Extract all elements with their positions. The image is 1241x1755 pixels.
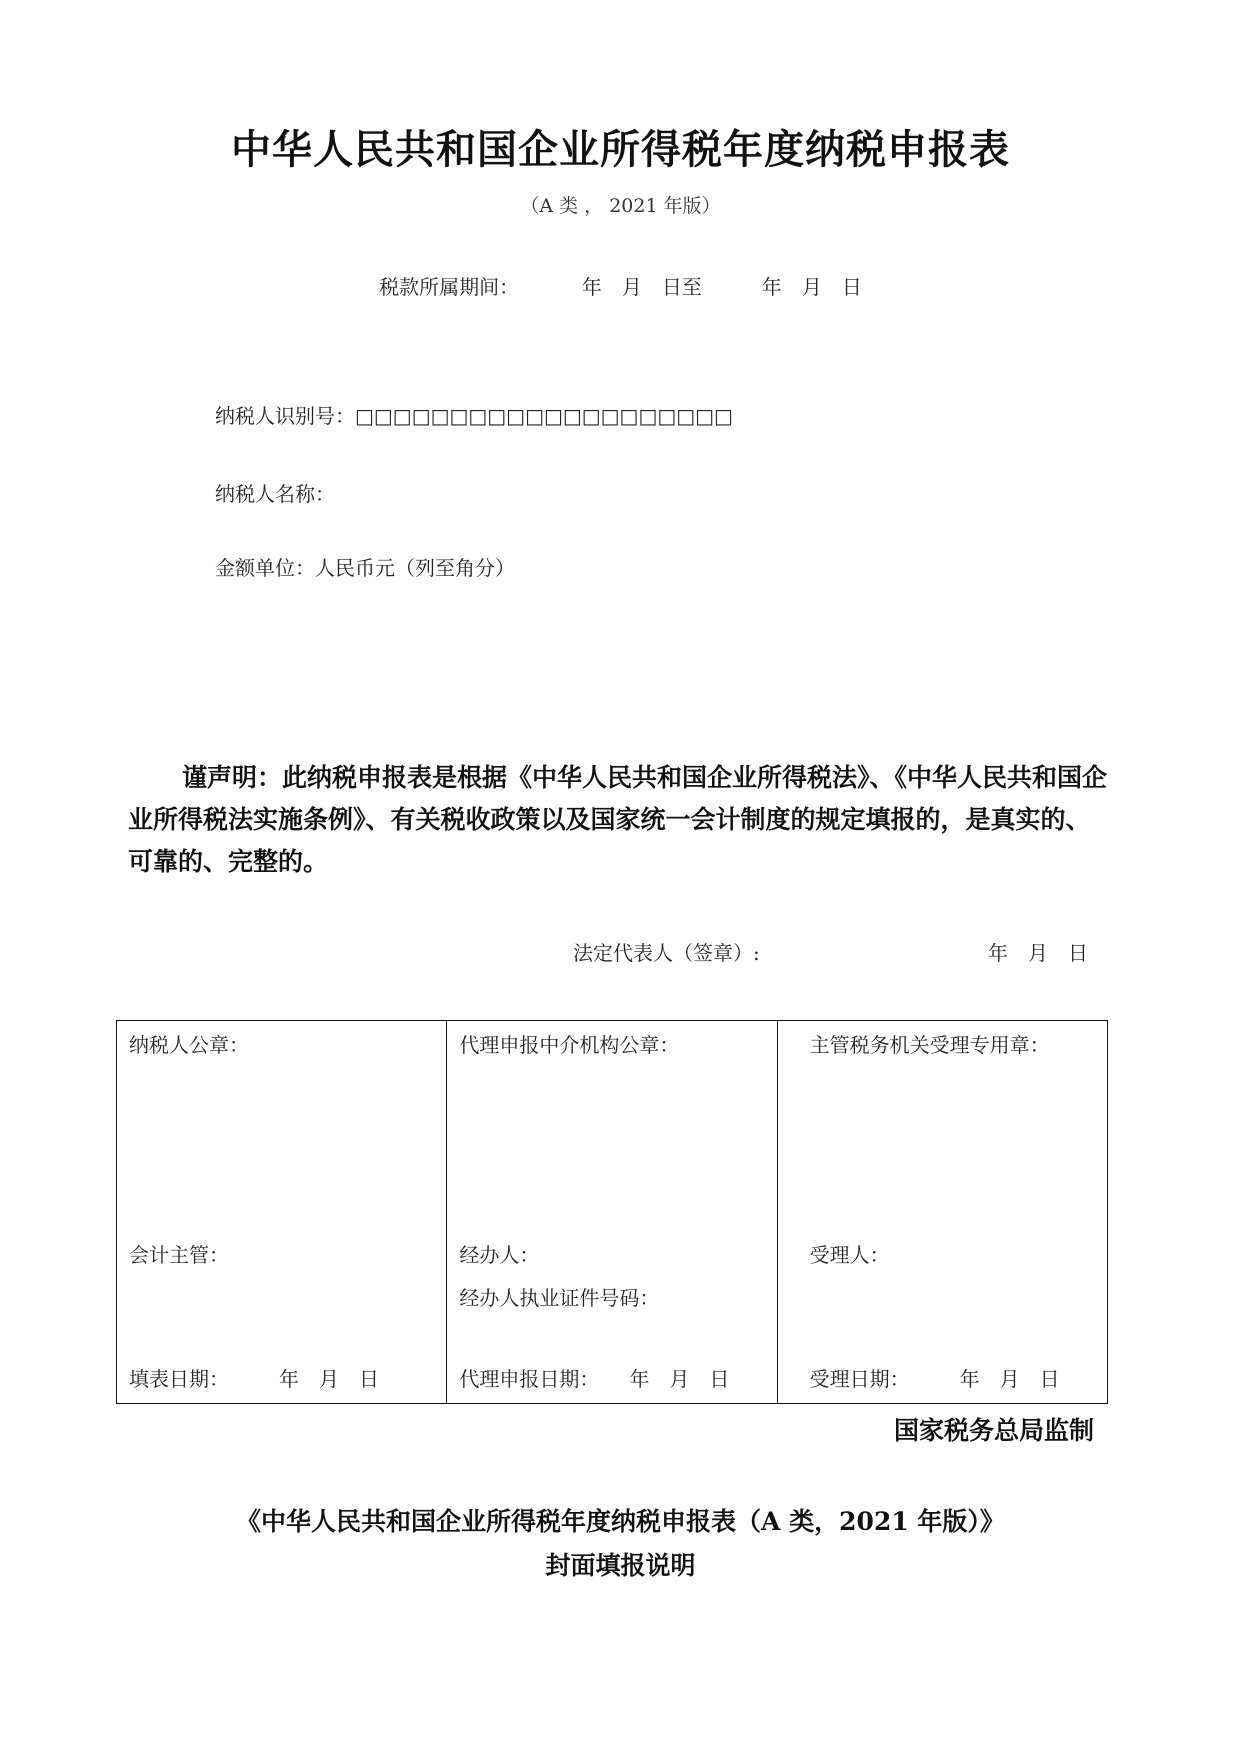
tax-period: [0, 271, 1241, 300]
declaration-text: 谨声明：此纳税申报表是根据《中华人民共和国企业所得税法》、《中华人民共和国企业所得税法实施条例》、有关税收政策以及国家统一会计制度的规定填报的，是真实的、可靠的、完整的。: [128, 763, 1108, 876]
receipt-date-label: 受理日期： 年 月 日: [809, 1367, 1060, 1391]
fill-date-label: 填表日期： 年 月 日: [129, 1367, 379, 1391]
accounting-supervisor-label: 会计主管：: [129, 1243, 229, 1267]
form-title: 中华人民共和国企业所得税年度纳税申报表: [231, 126, 1010, 173]
taxpayer-name-label: 纳税人名称：: [215, 482, 335, 506]
taxpayer-id-row: [215, 400, 733, 429]
taxpayer-id-boxes[interactable]: □□□□□□□□□□□□□□□□□□□□: [355, 404, 733, 428]
taxpayer-name-row: [215, 478, 335, 507]
supervised-by: 国家税务总局监制: [893, 1416, 1094, 1445]
tax-authority-seal-cell[interactable]: [777, 1021, 1107, 1404]
receiver-label: 受理人：: [809, 1243, 890, 1267]
tax-period-value[interactable]: 年 月 日至 年 月 日: [581, 275, 862, 299]
legal-rep-signature-date[interactable]: 年 月 日: [988, 941, 1088, 965]
agency-seal-cell[interactable]: [447, 1021, 777, 1404]
agency-seal-label: 代理申报中介机构公章：: [459, 1033, 680, 1057]
handler-label: 经办人：: [459, 1243, 540, 1267]
instructions-title: 《中华人民共和国企业所得税年度纳税申报表（A 类，2021 年版）》: [236, 1507, 1005, 1536]
taxpayer-seal-cell[interactable]: [117, 1021, 447, 1404]
taxpayer-id-label: 纳税人识别号：: [215, 404, 355, 428]
legal-rep-signature-label: 法定代表人（签章）:: [573, 941, 760, 965]
stamp-table: [116, 1020, 1108, 1404]
tax-authority-seal-label: 主管税务机关受理专用章：: [809, 1033, 1050, 1057]
agency-filing-date-label: 代理申报日期： 年 月 日: [459, 1367, 730, 1391]
amount-unit: 金额单位：人民币元（列至角分）: [215, 556, 515, 580]
tax-period-label: 税款所属期间：: [379, 275, 520, 299]
instructions-subtitle: 封面填报说明: [545, 1551, 696, 1580]
taxpayer-seal-label: 纳税人公章：: [129, 1033, 249, 1057]
handler-license-label: 经办人执业证件号码：: [459, 1286, 660, 1310]
form-subtitle: （A 类 ， 2021 年版）: [520, 195, 721, 217]
